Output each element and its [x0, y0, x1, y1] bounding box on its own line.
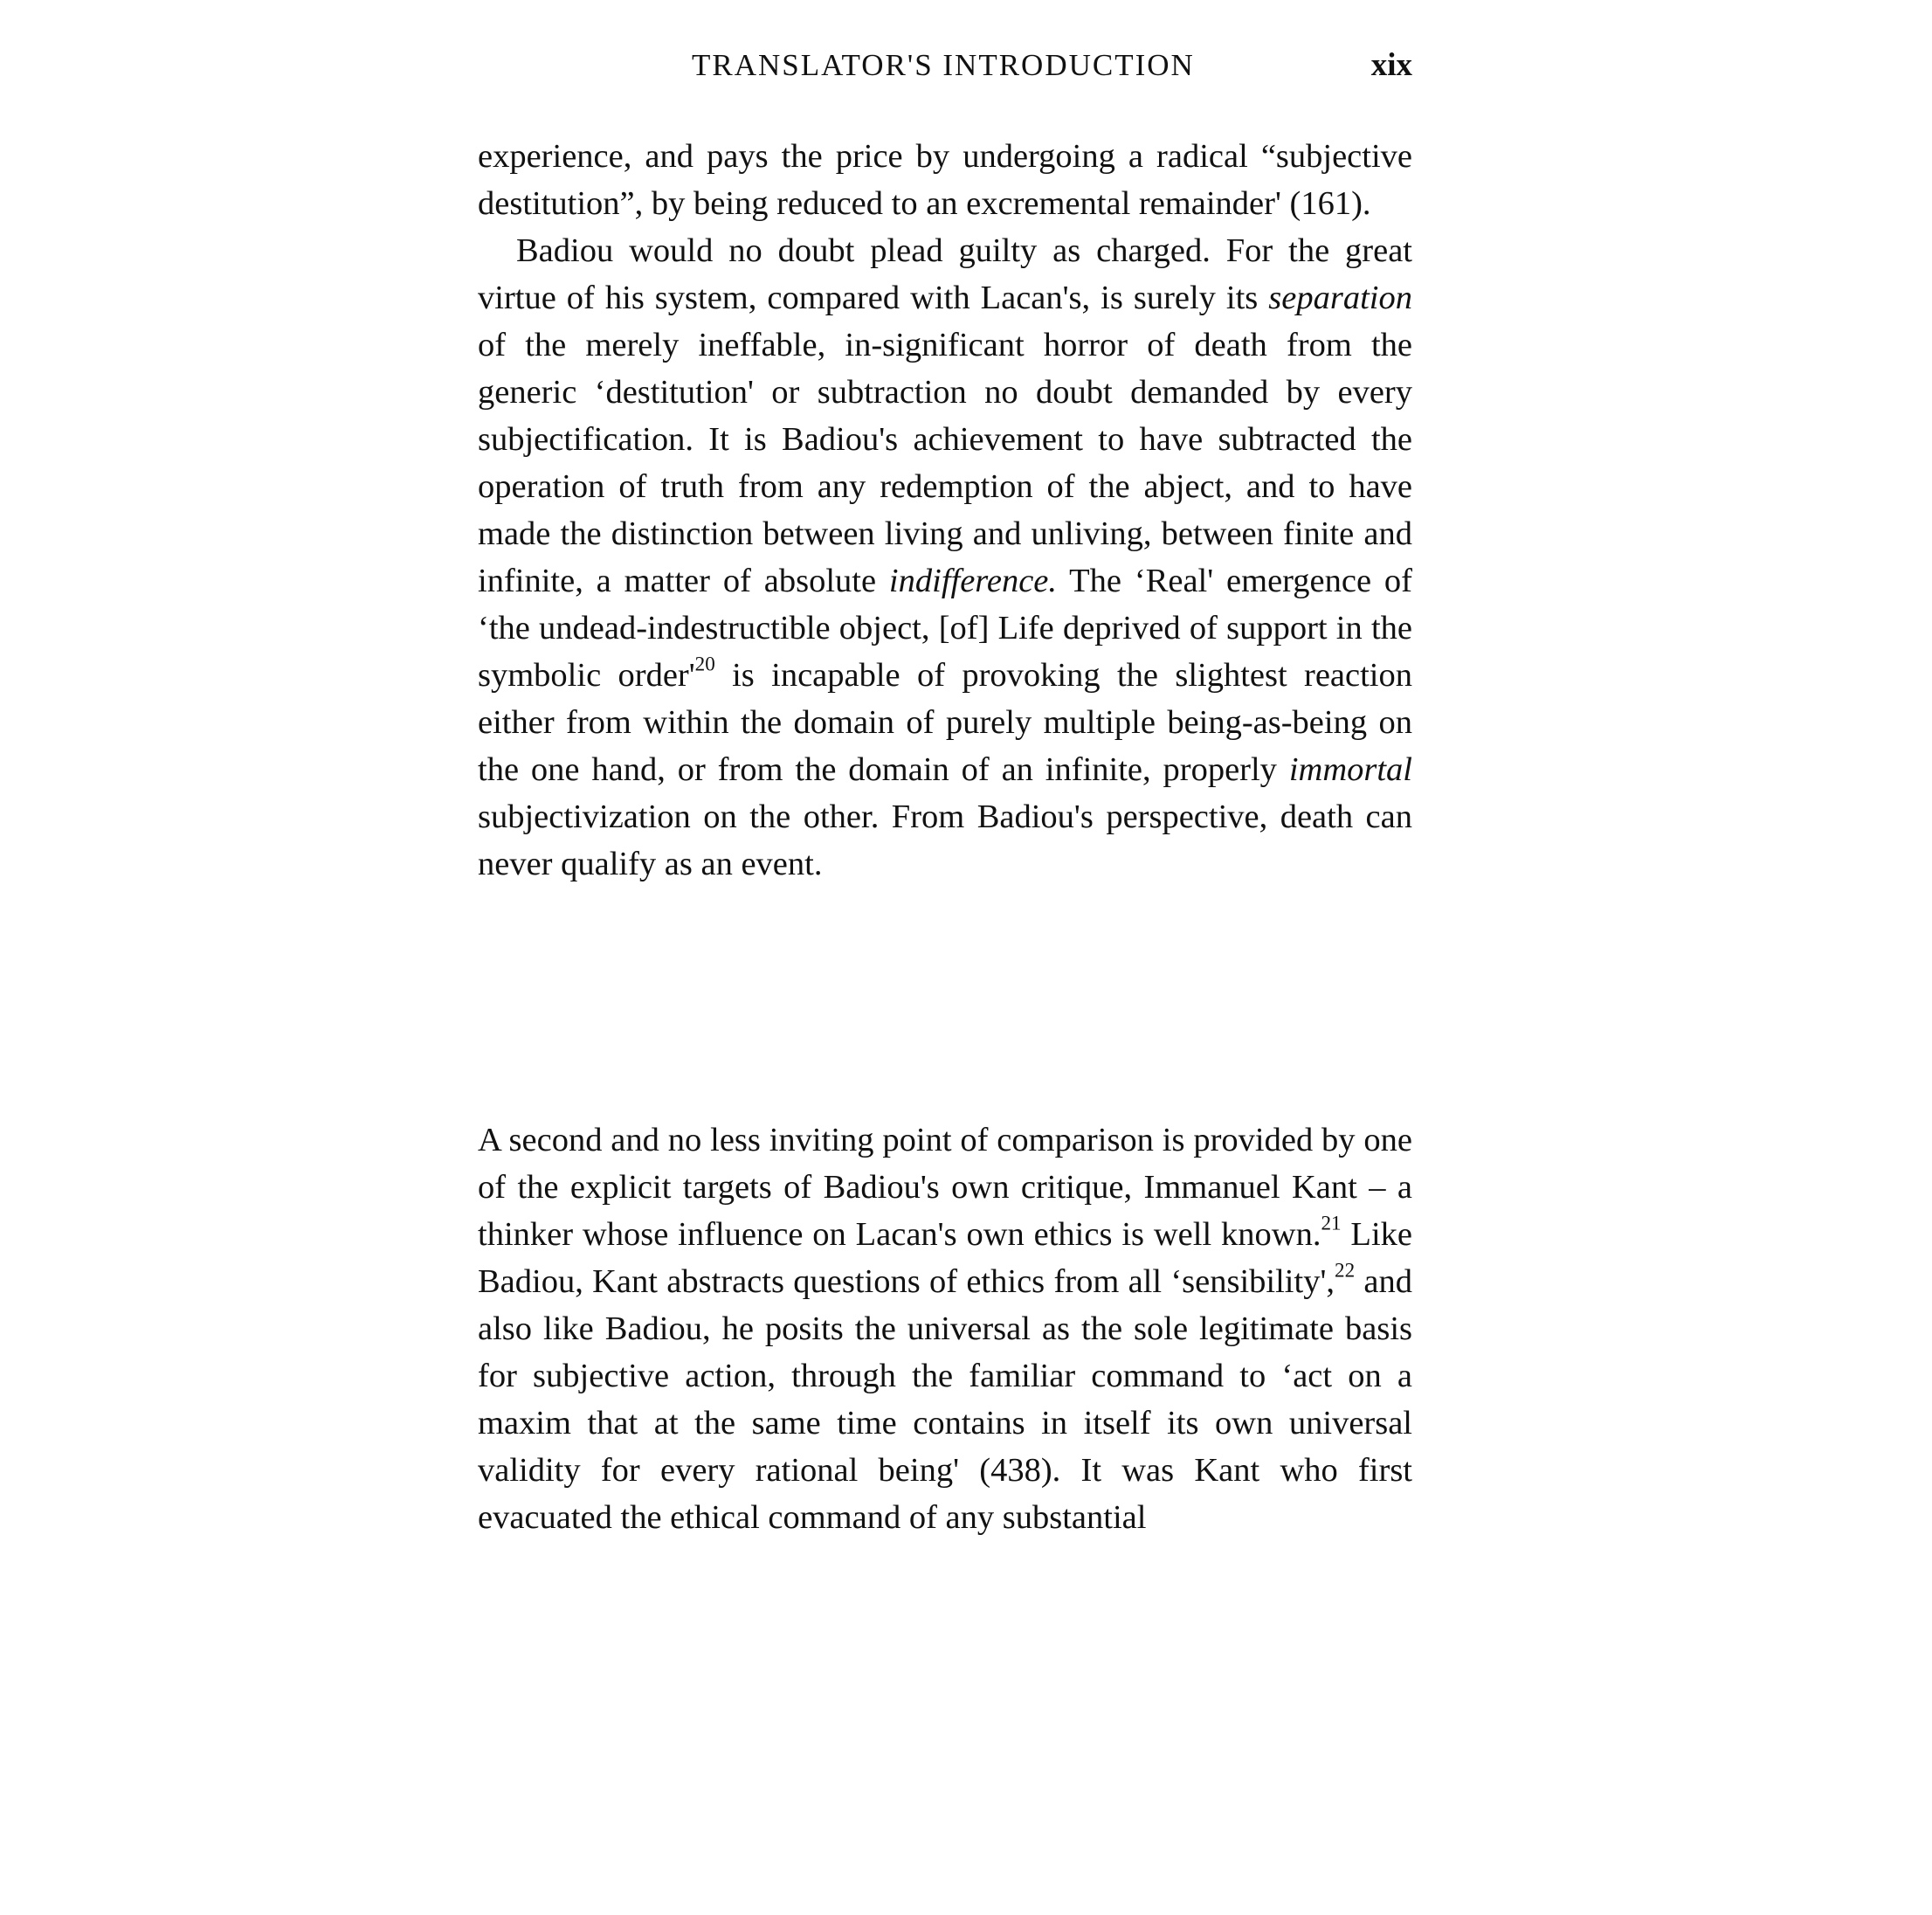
paragraph-text: experience, and pays the price by undergoing a radical “subjective destitution”, by being reduced to an excremental remainder' (161). — [478, 138, 1412, 222]
paragraph-kant-comparison — [478, 1117, 1412, 1541]
paragraph-continued — [478, 133, 1412, 227]
page-number: xix — [1370, 47, 1412, 83]
italic-term-immortal: immortal — [1288, 751, 1412, 788]
text-run: A second and no less inviting point of comparison is provided by one of the explicit targets of Badiou's own critique, Immanuel Kant – a thinker whose influence on Lacan's own ethics is well known. — [478, 1122, 1412, 1253]
footnote-ref-21: 21 — [1321, 1211, 1342, 1234]
italic-term-separation: separation — [1268, 280, 1412, 316]
page-header — [478, 44, 1412, 87]
running-head: TRANSLATOR'S INTRODUCTION — [692, 48, 1195, 82]
text-run: The ‘Real' emergence of ‘the undead-indestructible object, [of] Life deprived of support in the symbolic order' — [478, 563, 1412, 694]
text-run: Like Badiou, Kant abstracts questions of ethics from all ‘sensibility', — [478, 1216, 1412, 1300]
text-run: subjectivization on the other. From Badiou's perspective, death can never qualify as an event. — [478, 798, 1412, 882]
section-1 — [478, 133, 1412, 888]
text-run: of the merely ineffable, in-significant horror of death from the generic ‘destitution' or subtraction no doubt demanded by every subjectification. It is Badiou's achievement to have subtracted the operation of truth from any redemption of the abject, and to have made the distinction between living and unliving, between finite and infinite, a matter of absolute — [478, 327, 1412, 599]
paragraph-badiou-guilty — [478, 227, 1412, 888]
text-run: is incapable of provoking the slightest reaction either from within the domain of purely multiple being-as-being on the one hand, or from the domain of an infinite, properly — [478, 657, 1412, 788]
footnote-ref-22: 22 — [1335, 1258, 1356, 1282]
footnote-ref-20: 20 — [694, 652, 715, 675]
text-run: Badiou would no doubt plead guilty as charged. For the great virtue of his system, compared with Lacan's, is surely its — [478, 232, 1412, 316]
italic-term-indifference: indifference. — [888, 563, 1057, 599]
text-run: and also like Badiou, he posits the universal as the sole legitimate basis for subjective action, through the familiar command to ‘act on a maxim that at the same time contains in itself its own universal validity for every rational being' (438). It was Kant who first evacuated the ethical command of any substantial — [478, 1263, 1412, 1536]
section-2 — [478, 1117, 1412, 1541]
